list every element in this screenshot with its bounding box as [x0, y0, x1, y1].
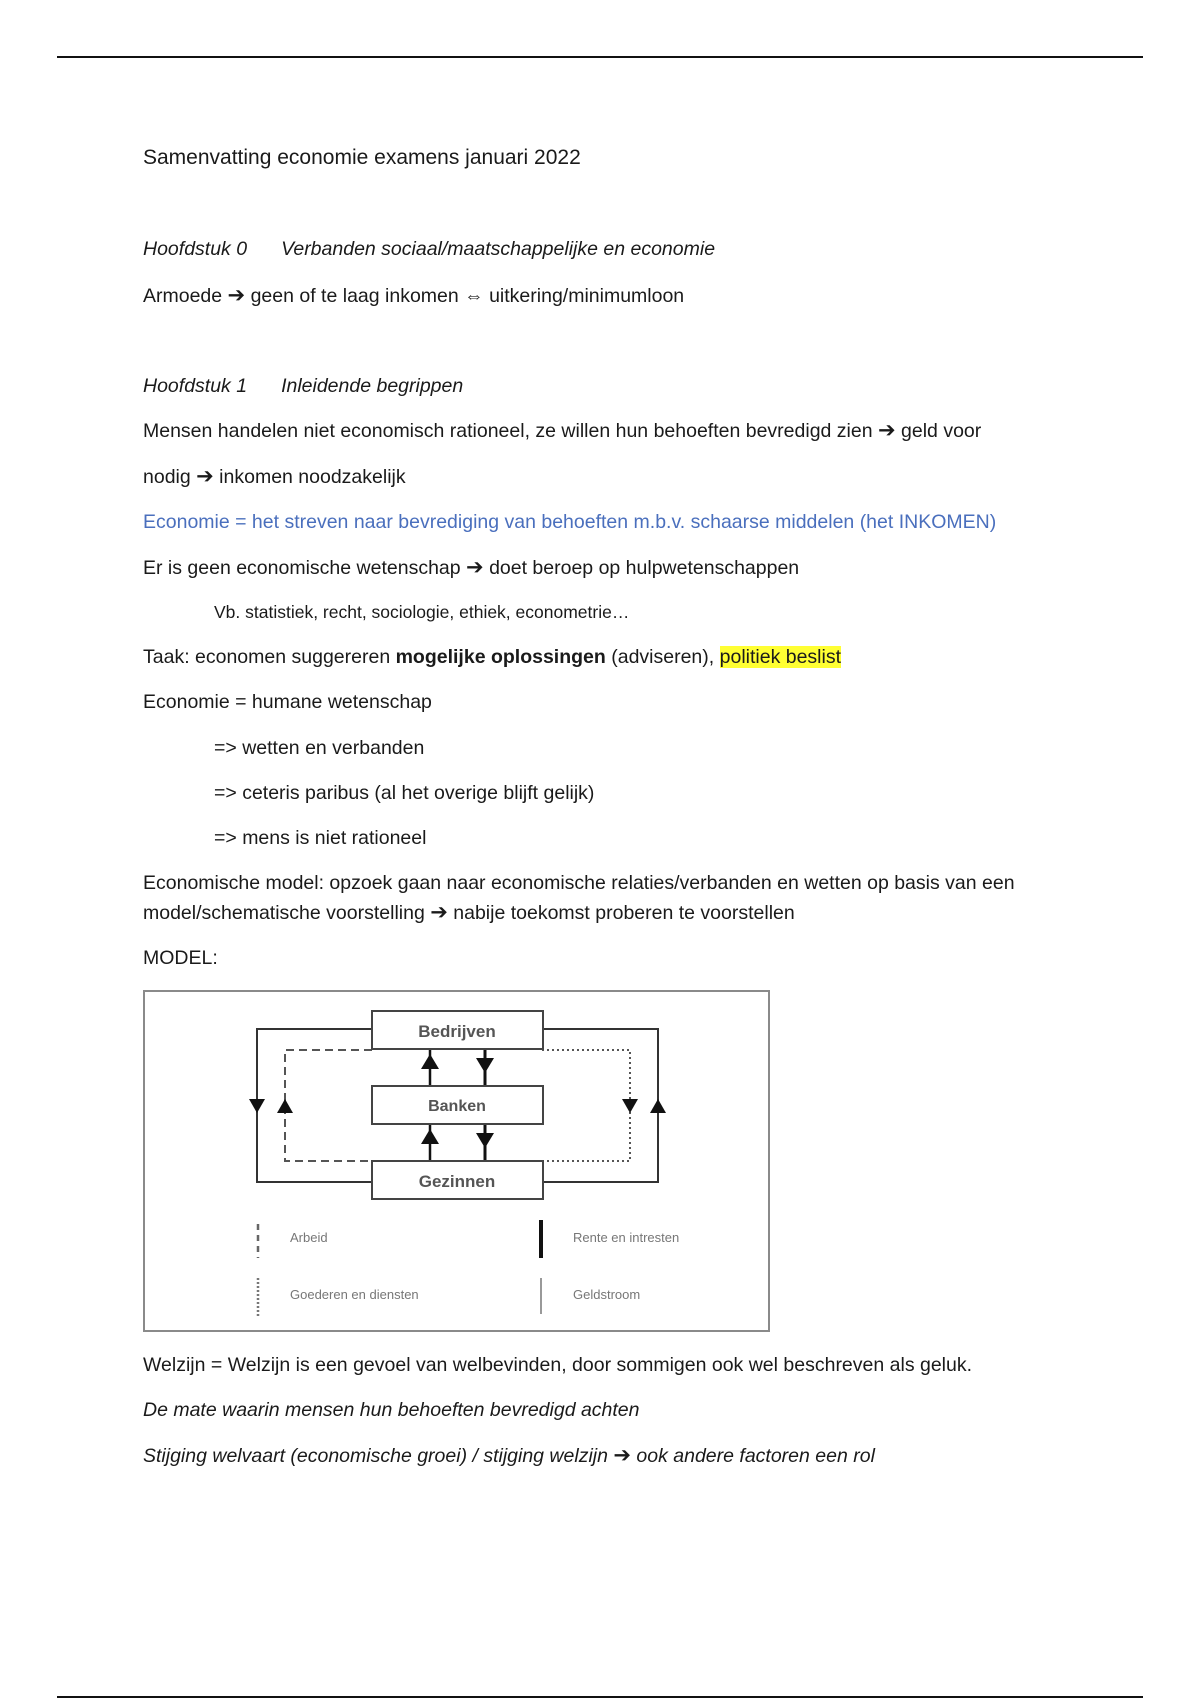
humane-line: Economie = humane wetenschap — [143, 691, 432, 713]
bullet-item: => mens is niet rationeel — [214, 827, 427, 849]
inner-left-dashed-loop — [285, 1050, 372, 1161]
model-label: MODEL: — [143, 947, 218, 969]
diagram-svg — [145, 992, 772, 1334]
mate-line: De mate waarin mensen hun behoeften bevredigd achten — [143, 1399, 640, 1421]
armoede-cause: geen of te laag inkomen — [250, 285, 459, 307]
outer-left-loop — [257, 1029, 372, 1182]
arrow-up-left-inner — [277, 1099, 293, 1113]
bullet-item: => ceteris paribus (al het overige blijft gelijk) — [214, 782, 595, 804]
arrow-icon: ➔ — [878, 419, 896, 442]
arrowhead-down-bottom — [476, 1133, 494, 1148]
chapter-0-title: Verbanden sociaal/maatschappelijke en economie — [281, 238, 716, 260]
model-text-line-2 — [143, 900, 795, 926]
footer-rule — [57, 1696, 1143, 1698]
arrow-down-right-inner — [622, 1099, 638, 1113]
bedrijven-label: Bedrijven — [418, 1022, 496, 1041]
armoede-remedy: uitkering/minimumloon — [489, 285, 685, 307]
outer-right-loop — [542, 1029, 658, 1182]
inner-right-dotted-loop — [542, 1050, 630, 1161]
banken-label: Banken — [428, 1098, 486, 1115]
example-line: Vb. statistiek, recht, sociologie, ethiek, econometrie… — [214, 602, 630, 622]
gezinnen-label: Gezinnen — [418, 1172, 496, 1191]
nodig-line — [143, 464, 406, 490]
legend-geldstroom: Geldstroom — [573, 1287, 641, 1302]
chapter-1-title: Inleidende begrippen — [281, 375, 464, 397]
model-text-end: nabije toekomst proberen te voorstellen — [453, 902, 795, 924]
document-title: Samenvatting economie examens januari 2022 — [143, 146, 581, 169]
nodig-text: nodig — [143, 466, 191, 488]
arrow-icon: ➔ — [613, 1444, 631, 1467]
arrowhead-up-bottom — [421, 1129, 439, 1144]
arrow-icon: ➔ — [227, 284, 246, 307]
nodig-text-end: inkomen noodzakelijk — [219, 466, 406, 488]
welzijn-line: Welzijn = Welzijn is een gevoel van welbevinden, door sommigen ook wel beschreven als geluk. — [143, 1354, 973, 1376]
arrowhead-up-top — [421, 1054, 439, 1069]
legend-goederen: Goederen en diensten — [290, 1287, 419, 1302]
arrow-icon: ➔ — [430, 901, 448, 924]
arrow-down-left-outer — [249, 1099, 265, 1113]
economic-circuit-diagram — [143, 990, 770, 1332]
bullet-item: => wetten en verbanden — [214, 737, 425, 759]
wetenschap-text-end: doet beroep op hulpwetenschappen — [489, 557, 800, 579]
chapter-0-number: Hoofdstuk 0 — [143, 238, 248, 260]
wetenschap-line — [143, 555, 799, 581]
taak-text: Taak: economen suggereren — [143, 646, 391, 668]
armoede-line — [143, 283, 684, 309]
equivalence-icon: ⇔ — [464, 285, 484, 307]
model-text-start: model/schematische voorstelling — [143, 902, 425, 924]
taak-line — [143, 644, 841, 670]
arrow-icon: ➔ — [196, 465, 214, 488]
mensen-line — [143, 418, 981, 444]
mensen-text: Mensen handelen niet economisch rationeel, ze willen hun behoeften bevredigd zien — [143, 420, 873, 442]
chapter-1-heading — [143, 373, 463, 399]
economie-definition: Economie = het streven naar bevrediging van behoeften m.b.v. schaarse middelen (het INKOMEN) — [143, 511, 997, 533]
highlighted-text: politiek beslist — [719, 646, 842, 668]
arrow-up-right-outer — [650, 1099, 666, 1113]
wetenschap-text: Er is geen economische wetenschap — [143, 557, 461, 579]
stijging-text: Stijging welvaart (economische groei) / stijging welzijn — [143, 1445, 608, 1467]
stijging-line — [143, 1443, 875, 1469]
legend-arbeid: Arbeid — [290, 1230, 328, 1245]
chapter-0-heading — [143, 236, 715, 262]
stijging-text-end: ook andere factoren een rol — [636, 1445, 875, 1467]
legend-rente: Rente en intresten — [573, 1230, 680, 1245]
arrowhead-down-top — [476, 1058, 494, 1073]
model-text-line-1: Economische model: opzoek gaan naar economische relaties/verbanden en wetten op basis van een — [143, 872, 1015, 894]
arrow-icon: ➔ — [466, 556, 484, 579]
chapter-1-number: Hoofdstuk 1 — [143, 375, 248, 397]
armoede-term: Armoede — [143, 285, 223, 307]
taak-bold-text: mogelijke oplossingen — [395, 646, 606, 668]
taak-text-mid: (adviseren), — [611, 646, 715, 668]
header-rule — [57, 56, 1143, 58]
mensen-text-end: geld voor — [901, 420, 982, 442]
